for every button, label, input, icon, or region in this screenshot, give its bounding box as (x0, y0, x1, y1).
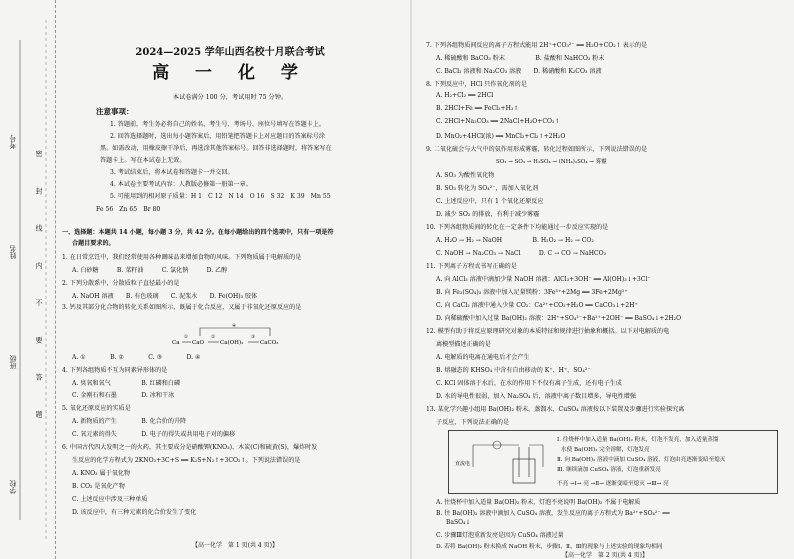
dc-power-label: 直流电 (455, 461, 471, 467)
step-label-1: ① (184, 335, 189, 340)
subject-title: 高 一 化 学 (152, 63, 308, 83)
question-4: 4. 下列各组物质不互为同素异形体的是 (62, 367, 168, 374)
question-9-option-a: A. SO₃ 为酸性氧化物 (436, 172, 495, 179)
section1-heading: 一、选择题：本题共 14 小题，每小题 3 分，共 42 分。在每小题给出的四个选项中，只有一项是符 (62, 229, 334, 236)
question-9: 9. 二氧化硫会与大气中的氨作用形成雾霾，转化过程如图所示，下列说法错误的是 (426, 146, 648, 153)
question-6: 6. 中国古代四大发明之一的火药，其主要成分是硝酸钾(KNO₃)、木炭(C)和硫黄(S)，爆炸时发 (62, 444, 318, 451)
exam-title: 2024—2025 学年山西名校十月联合考试 (135, 47, 325, 58)
question-9-option-c: C. 上述反应中，只有 1 个氧化还原反应 (436, 198, 544, 205)
question-12-option-a: A. 电解质的电离在通电后才会产生 (436, 354, 530, 361)
notes-title: 注意事项： (96, 107, 134, 116)
q13-summary: 不亮 →Ⅰ→ 亮 →Ⅱ→ 逐渐变暗至熄灭 →Ⅲ→ 亮 (557, 481, 669, 487)
question-10-option-ab: A. H₂O → H₂ → NaOH B. H₂O₂ → H₂ → CO₂ (436, 237, 594, 244)
q13-step-1: Ⅰ. 往烧杯中加入适量 Ba(OH)₂ 粉末，灯泡不发亮，加入适量蒸馏 (557, 437, 719, 443)
question-11: 11. 下列离子方程式书写正确的是 (426, 263, 517, 270)
question-7-option-cd: C. BaCl₂ 溶液和 Na₂CO₃ 溶液 D. 稀硝酸和 K₂CO₃ 溶液 (436, 68, 602, 75)
question-11-option-a: A. 向 AlCl₃ 溶液中滴加少量 NaOH 溶液：AlCl₃+3OH⁻ ══ Al(OH)₃↓+3Cl⁻ (436, 276, 651, 283)
question-12-option-b: B. 熔融态的 KHSO₄ 中含有自由移动的 K⁺、H⁺、SO₄²⁻ (436, 367, 591, 374)
q13-step-3: Ⅲ. 继续滴加 CuSO₄ 溶液，灯泡重新发亮 (557, 467, 661, 473)
q13-step-1-cont: 水使 Ba(OH)₂ 完全溶解，灯泡发亮 (561, 447, 650, 453)
footer-right: 【高一化学 第 2 页(共 4 页)】 (562, 552, 648, 559)
circuit-apparatus-icon (453, 437, 553, 489)
question-3: 3. 钙及其部分化合物的转化关系如图所示，既属于化合反应，又属于非氧化还原反应的是 (62, 304, 302, 311)
question-12-option-c: C. KCl 固体溶于水后，在水的作用下不仅有离子生成，还有电子生成 (436, 380, 622, 387)
notes-item: 3. 考试结束后，将本试卷和答题卡一并交回。 (110, 169, 234, 176)
notes-item: 4. 本试卷主要考试内容：人教版必修第一册第一章。 (110, 181, 252, 188)
question-9-option-b: B. SO₃ 转化为 SO₄²⁻，需加入氧化剂 (436, 185, 539, 192)
notes-item: 答题卡上。写在本试卷上无效。 (100, 157, 186, 164)
footer-left: 【高一化学 第 1 页(共 4 页)】 (192, 542, 278, 549)
question-13-option-a: A. 往烧杯中加入适量 Ba(OH)₂ 粉末，灯泡不亮说明 Ba(OH)₂ 不属于电解质 (436, 499, 641, 506)
question-7: 7. 下列各组物质间反应的离子方程式能用 2H⁺+CO₃²⁻ ══ H₂O+CO₂↑ 表示的是 (426, 42, 648, 49)
question-11-option-b: B. 向 Fe₂(SO₄)₃ 溶液中加入足量镁粉：3Fe³⁺+2Mg ══ 3Fe+2Mg²⁺ (436, 289, 628, 296)
question-8-option-c: C. 2HCl+Na₂CO₃ ══ 2NaCl+H₂O+CO₂↑ (436, 118, 560, 125)
q13-experiment-box (448, 430, 778, 494)
margin-lines (0, 0, 56, 559)
binding-margin (0, 0, 56, 559)
question-1-options: A. 白砂糖 B. 菜籽油 C. 氯化钠 D. 乙醇 (72, 267, 228, 274)
question-6-cont: 生反应的化学方程式为 2KNO₃+3C+S ══ K₂S+N₂↑+3CO₂↑。下列说法错误的是 (72, 457, 301, 464)
score-info: 本试卷满分 100 分，考试用时 75 分钟。 (172, 94, 288, 101)
question-6-option-a: A. KNO₃ 属于氧化物 (72, 470, 131, 477)
question-9-flow: SO₂ → SO₃ → H₂SO₄ → (NH₄)₂SO₄ → 雾霾 (496, 159, 607, 165)
question-12-option-d: D. 水的导电性很弱，加入 Na₂SO₄ 后，溶液中离子数目增多，导电性增强 (436, 393, 636, 400)
species-caoh2: Ca(OH)₂ (220, 340, 244, 346)
question-13-cont: 子反应，下列说法正确的是 (436, 419, 510, 426)
notes-item: Fe 56 Zn 65 Br 80 (96, 206, 161, 213)
question-10: 10. 下列各组物质间的转化在一定条件下均能通过一步反应实现的是 (426, 224, 609, 231)
question-13-option-b: B. 往 Ba(OH)₂ 溶液中滴加入 CuSO₄ 溶液，发生反应的离子方程式为 Ba²⁺+SO₄²⁻ ══ (436, 510, 670, 517)
question-11-option-c: C. 向 CaCl₂ 溶液中通入少量 CO₂：Ca²⁺+CO₂+H₂O ══ CaCO₃↓+2H⁺ (436, 302, 638, 309)
notes-item: 5. 可能用到的相对原子质量：H 1 C 12 N 14 O 16 S 32 K 39 Mn 55 (110, 193, 331, 200)
question-5: 5. 氧化还原反应的实质是 (62, 405, 131, 412)
question-4-option-cd: C. 金刚石和石墨 D. 冰和干冰 (72, 392, 175, 399)
question-11-option-d: D. 向稀硫酸中加入过量 Ba(OH)₂ 溶液：2H⁺+SO₄²⁻+Ba²⁺+2OH⁻ ══ BaSO₄↓+2H₂O (436, 315, 682, 322)
question-12: 12. 模型有助于将反应原理研究对象的本质特征和规律进行抽象和概括。以下对电解质的电 (426, 328, 670, 335)
question-6-option-b: B. CO₂ 是氧化产物 (72, 483, 125, 490)
question-6-option-c: C. 上述反应中涉及三种单质 (72, 496, 148, 503)
species-caco3: CaCO₃ (260, 340, 279, 346)
notes-item: 黑。如需改动，用橡皮擦干净后，再选涂其他答案标号。回答非选择题时，将答案写在 (100, 145, 332, 152)
question-4-option-ab: A. 臭氧和氧气 B. 红磷和白磷 (72, 380, 181, 387)
margin-label-class: 班级 (9, 355, 17, 369)
question-8-option-b: B. 2HCl+Fe ══ FeCl₂+H₂↑ (436, 105, 519, 112)
calcium-transform-diagram (170, 322, 300, 350)
question-10-option-cd: C. NaOH → Na₂CO₃ → NaCl D. C → CO → NaHCO₃ (436, 250, 607, 257)
question-13-option-d: D. 若将 Ba(OH)₂ 粉末换成 NaOH 粉末，步骤Ⅰ、Ⅱ、Ⅲ的现象与上述实验的现象均相同 (436, 544, 663, 550)
question-3-options: A. ① B. ② C. ③ D. ④ (72, 354, 201, 361)
species-ca: Ca (172, 340, 180, 346)
species-cao: CaO (192, 340, 204, 346)
notes-item: 1. 答题前，考生务必将自己的姓名、考生号、考场号、座位号填写在答题卡上。 (110, 121, 325, 128)
notes-item: 2. 回答选择题时，选出每小题答案后，用铅笔把答题卡上对应题目的答案标号涂 (110, 133, 325, 140)
question-8-option-d: D. MnO₂+4HCl(浓) ══ MnCl₂+Cl₂↑+2H₂O (436, 133, 566, 140)
step-label-3: ③ (251, 335, 256, 340)
question-5-option-cd: C. 氧元素的得失 D. 电子的得失或共用电子对的偏移 (72, 431, 236, 438)
margin-label-school: 学校 (9, 480, 17, 494)
margin-label-name: 姓名 (9, 245, 17, 259)
question-7-option-ab: A. 稀硫酸和 BaCO₃ 粉末 B. 盐酸和 NaHCO₃ 粉末 (436, 55, 605, 62)
question-12-cont: 离模型描述正确的是 (436, 341, 491, 348)
question-8-option-a: A. H₂+Cl₂ ══ 2HCl (436, 92, 494, 99)
question-13-option-c: C. 步骤Ⅲ灯泡重新发亮是因为 CuSO₄ 溶液过量 (436, 532, 564, 539)
question-6-option-d: D. 该反应中，有三种元素的化合价发生了变化 (72, 509, 197, 516)
question-2: 2. 下列分散系中，分散质粒子直径最小的是 (62, 280, 180, 287)
question-2-options: A. NaOH 溶液 B. 有色玻璃 C. 泥浆水 D. Fe(OH)₃ 胶体 (72, 293, 258, 300)
question-13-option-b-cont: BaSO₄↓ (446, 519, 471, 526)
section1-heading-cont: 合题目要求的。 (72, 240, 115, 247)
seal-line-text: 密 封 线 内 不 要 答 题 (35, 150, 43, 432)
question-13: 13. 某化学兴趣小组用 Ba(OH)₂ 粉末、蒸馏水、CuSO₄ 溶液按以下装置及步骤进行实验探究离 (426, 406, 685, 413)
step-label-4: ④ (232, 324, 237, 329)
question-5-option-ab: A. 新物质的产生 B. 化合价的升降 (72, 418, 187, 425)
question-9-option-d: D. 减少 SO₂ 的排放，有利于减少雾霾 (436, 211, 540, 218)
q13-step-2: Ⅱ. 向 Ba(OH)₂ 溶液中滴加 CuSO₄ 溶液，灯泡由亮逐渐变暗至熄灭 (557, 457, 726, 463)
question-8: 8. 下列反应中，HCl 只作氧化剂的是 (426, 81, 527, 88)
step-label-2: ② (211, 335, 216, 340)
page-fold (410, 0, 412, 559)
question-1: 1. 在日常烹饪中，我们经常使用各种调味品来增加食物的风味。下列物质属于电解质的是 (62, 254, 302, 261)
margin-label-exam-no: 考号 (9, 135, 17, 149)
